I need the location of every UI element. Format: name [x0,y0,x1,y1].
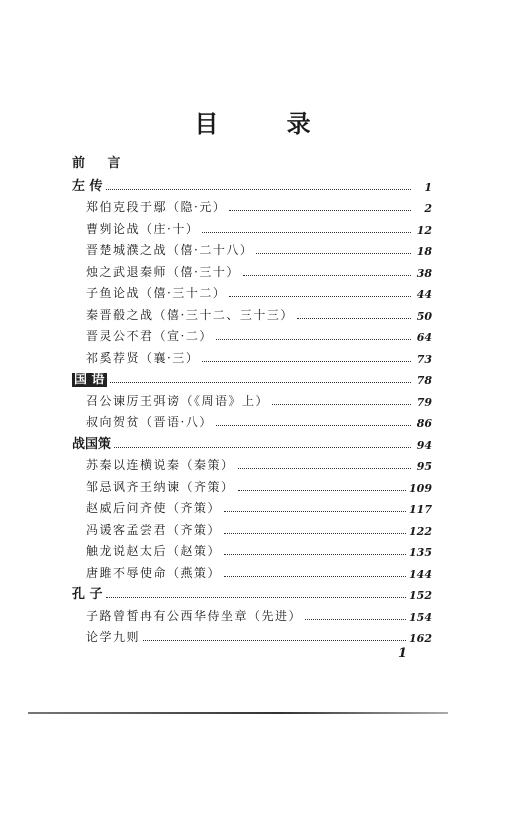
table-of-contents [72,172,432,645]
toc-entry-row [72,237,432,259]
toc-page-number: 95 [416,460,432,473]
page-number: 1 [398,646,408,661]
toc-section-label: 孔 子 [72,587,103,602]
toc-leader-dots [224,576,406,577]
toc-entry-row [72,301,432,323]
toc-entry-label: 曹刿论战（庄·十） [86,221,200,236]
toc-entry-label: 唐雎不辱使命（燕策） [86,565,222,580]
toc-entry-label: 子路曾皙冉有公西华侍坐章（先进） [86,608,303,623]
toc-entry-label: 晋灵公不君（宣·二） [86,329,213,343]
toc-leader-dots [229,296,411,297]
toc-page-number: 18 [416,245,432,258]
toc-section-label: 战国策 [72,436,112,452]
toc-leader-dots [272,404,411,405]
toc-entry-label: 赵威后问齐使（齐策） [86,501,222,515]
toc-entry-label: 晋楚城濮之战（僖·二十八） [86,243,254,257]
toc-leader-dots [216,339,411,340]
toc-leader-dots [305,619,406,620]
footer-rule [28,712,448,714]
toc-entry-row [72,258,432,280]
toc-section-row [72,172,432,194]
toc-entry-row [72,624,432,646]
toc-page-number: 50 [416,309,432,323]
toc-entry-label: 子鱼论战（僖·三十二） [86,286,227,300]
toc-leader-dots [256,253,411,254]
toc-leader-dots [224,533,406,534]
toc-leader-dots [216,425,411,426]
toc-entry-row [72,344,432,366]
toc-page-number: 44 [416,288,432,301]
page-title: 目 录 [194,109,341,138]
toc-entry-label: 论学九则 [86,630,141,644]
toc-entry-label: 秦晋殽之战（僖·三十二、三十三） [86,307,294,322]
toc-entry-row [72,409,432,431]
toc-entry-label: 邹忌讽齐王纳谏（齐策） [86,479,235,494]
toc-leader-dots [297,318,411,319]
toc-page-number: 135 [409,546,432,559]
toc-page-number: 154 [409,610,432,624]
toc-page-number: 78 [416,374,432,387]
toc-section-row [72,581,432,603]
toc-entry-row [72,602,432,624]
toc-entry-row [72,194,432,216]
toc-leader-dots [202,232,411,233]
toc-entry-row [72,215,432,237]
toc-entry-label: 召公谏厉王弭谤（《周语》上） [86,393,270,408]
toc-leader-dots [202,361,411,362]
toc-entry-row [72,323,432,345]
toc-entry-label: 郑伯克段于鄢（隐·元） [86,200,227,214]
toc-page-number: 117 [409,503,432,516]
toc-section-label: 左 传 [72,178,103,194]
toc-page-number: 122 [409,524,432,538]
toc-leader-dots [106,597,407,598]
preface-heading: 前 言 [72,156,130,171]
toc-leader-dots [229,210,411,211]
toc-leader-dots [238,490,407,491]
toc-page-number: 64 [416,331,432,344]
toc-page-number: 109 [409,481,432,495]
toc-page-number: 79 [416,395,432,409]
toc-leader-dots [114,447,411,448]
toc-leader-dots [224,511,406,512]
toc-page-number: 94 [416,438,432,452]
toc-leader-dots [106,189,411,190]
toc-section-row [72,366,432,388]
toc-entry-row [72,559,432,581]
toc-page-number: 38 [416,266,432,280]
toc-page-number: 1 [424,180,432,194]
toc-page-number: 152 [409,589,432,602]
toc-entry-label: 祁奚荐贤（襄·三） [86,350,200,365]
toc-page-number: 12 [416,223,432,237]
toc-entry-label: 冯谖客孟尝君（齐策） [86,522,222,537]
toc-entry-label: 叔向贺贫（晋语·八） [86,415,213,429]
toc-entry-label: 触龙说赵太后（赵策） [86,544,222,558]
toc-entry-label: 烛之武退秦师（僖·三十） [86,264,240,279]
toc-page-number: 73 [416,352,432,366]
toc-entry-row [72,452,432,474]
toc-page-number: 2 [424,202,432,215]
toc-page-number: 162 [409,632,432,645]
toc-entry-row [72,516,432,538]
toc-entry-label: 苏秦以连横说秦（秦策） [86,458,235,472]
toc-page-number: 86 [416,417,432,430]
toc-page-number: 144 [409,567,432,581]
toc-entry-row [72,538,432,560]
toc-leader-dots [243,275,411,276]
toc-leader-dots [224,554,406,555]
toc-section-row [72,430,432,452]
toc-entry-row [72,280,432,302]
toc-leader-dots [238,468,411,469]
toc-entry-row [72,473,432,495]
toc-leader-dots [143,640,406,641]
toc-section-label: 国 语 [74,372,105,387]
toc-entry-row [72,387,432,409]
toc-leader-dots [110,382,411,383]
toc-entry-row [72,495,432,517]
